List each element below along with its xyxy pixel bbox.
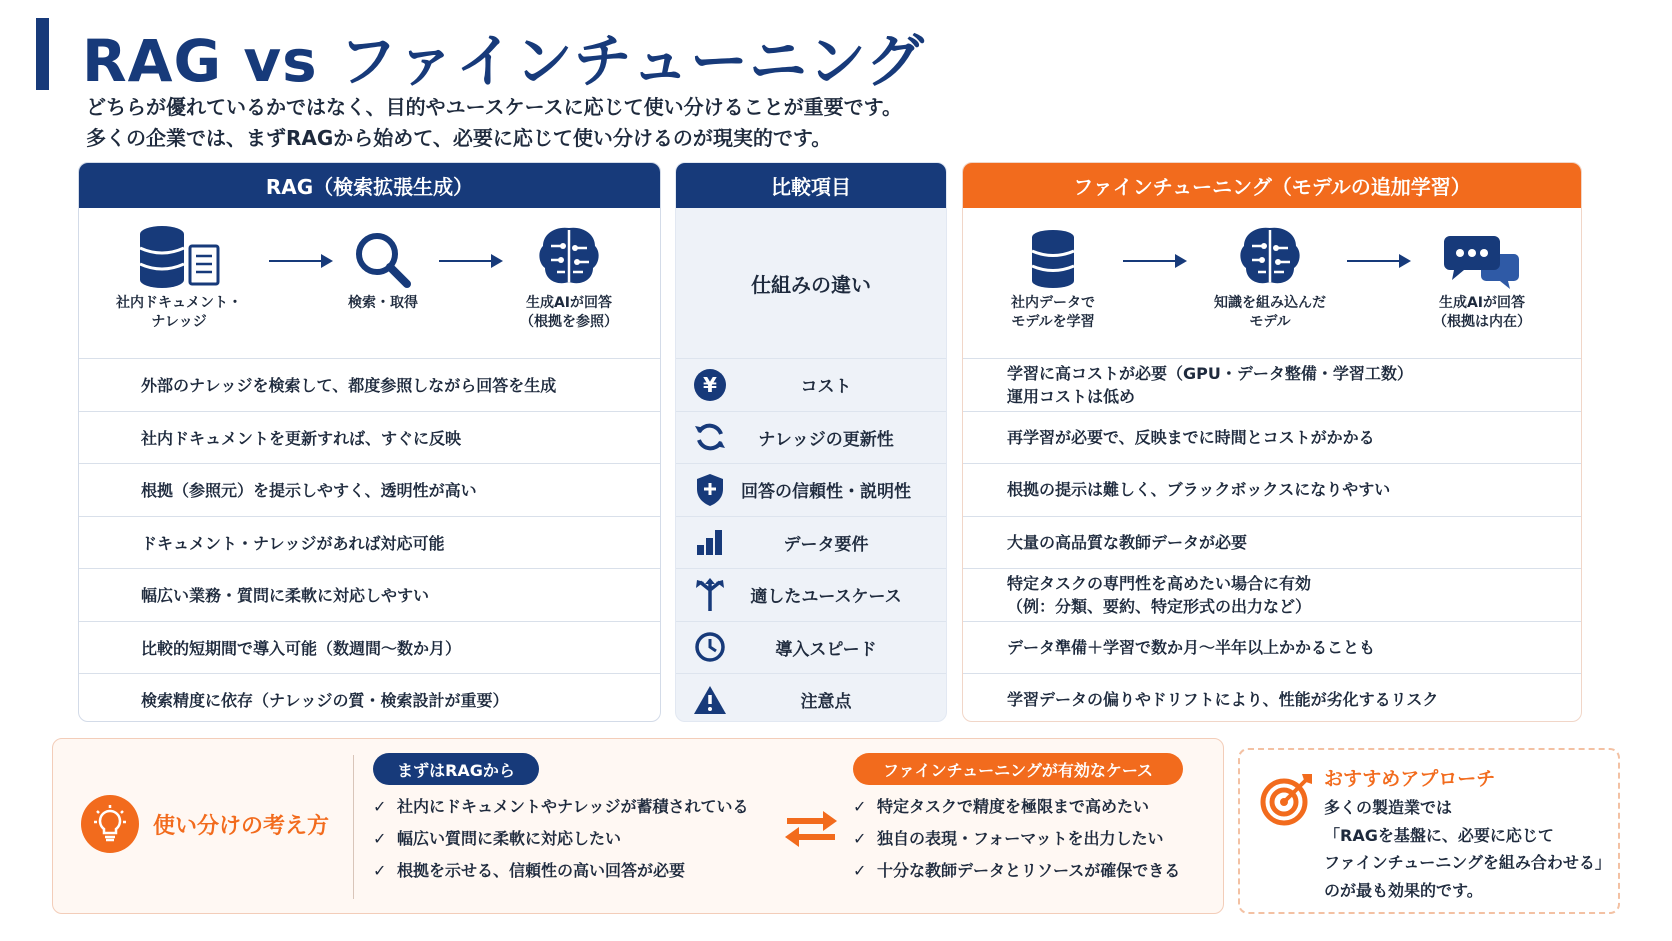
rag-flow-label-2: 検索・取得 — [348, 295, 418, 311]
comparison-item — [676, 516, 946, 569]
recommended-approach-title: おすすめアプローチ — [1324, 768, 1496, 790]
comparison-item — [676, 568, 946, 621]
table-row: 根拠の提示は難しく、ブラックボックスになりやすい — [963, 463, 1581, 516]
page-title: RAG vs ファインチューニング — [82, 27, 925, 95]
finetuning-flow-step-2 — [1185, 220, 1355, 332]
comparison-item — [676, 411, 946, 464]
table-row: 特定タスクの専門性を高めたい場合に有効 （例：分類、要約、特定形式の出力など） — [963, 568, 1581, 621]
mechanism-label: 仕組みの違い — [751, 272, 871, 297]
table-row: 学習データの偏りやドリフトにより、性能が劣化するリスク — [963, 673, 1581, 722]
finetuning-flow-step-3 — [1407, 220, 1557, 332]
table-row: ドキュメント・ナレッジがあれば対応可能 — [79, 516, 660, 569]
split-arrows-icon — [690, 575, 730, 615]
table-row: 学習に高コストが必要（GPU・データ整備・学習工数） 運用コストは低め — [963, 358, 1581, 411]
check-icon: ✓ — [373, 797, 387, 816]
list-item: ✓ 特定タスクで精度を極限まで高めたい — [853, 791, 1180, 823]
recommended-approach-text: 多くの製造業では 「RAGを基盤に、必要に応じて ファインチューニングを組み合わせる」 のが最も効果的です。 — [1324, 798, 1611, 900]
comparison-item — [676, 621, 946, 674]
title-accent-bar — [36, 18, 49, 90]
rag-flow-step-1 — [99, 220, 259, 332]
database-icon — [983, 220, 1123, 290]
check-icon: ✓ — [373, 861, 387, 880]
comparison-column — [675, 162, 947, 722]
finetuning-case-pill: ファインチューニングが有効なケース — [853, 753, 1183, 785]
subtitle-line-1: どちらが優れているかではなく、目的やユースケースに応じて使い分けることが重要です。 — [86, 95, 902, 119]
comparison-item-label: 導入スピード — [775, 639, 877, 660]
finetuning-flow — [963, 208, 1581, 358]
check-icon: ✓ — [853, 861, 867, 880]
list-item: ✓ 社内にドキュメントやナレッジが蓄積されている — [373, 791, 749, 823]
refresh-icon — [690, 417, 730, 457]
comparison-item-label: コスト — [800, 377, 852, 398]
comparison-item-label: 注意点 — [800, 692, 852, 713]
swap-arrows-icon — [783, 807, 839, 855]
table-row: データ準備＋学習で数か月〜半年以上かかることも — [963, 621, 1581, 674]
table-row: 再学習が必要で、反映までに時間とコストがかかる — [963, 411, 1581, 464]
check-icon: ✓ — [853, 829, 867, 848]
target-icon — [1260, 772, 1314, 830]
rag-first-pill: まずはRAGから — [373, 753, 539, 785]
finetuning-rows — [963, 358, 1581, 722]
list-item: ✓ 独自の表現・フォーマットを出力したい — [853, 823, 1180, 855]
comparison-item-label: ナレッジの更新性 — [758, 429, 894, 450]
comparison-item — [676, 463, 946, 516]
finetuning-column — [962, 162, 1582, 722]
finetuning-heading: ファインチューニング（モデルの追加学習） — [963, 163, 1581, 208]
table-row: 検索精度に依存（ナレッジの質・検索設計が重要） — [79, 673, 660, 722]
recommended-approach-box — [1238, 748, 1620, 914]
bar-chart-icon — [690, 522, 730, 562]
table-row: 大量の高品質な教師データが必要 — [963, 516, 1581, 569]
finetuning-flow-label-2: 知識を組み込んだ モデル — [1214, 295, 1326, 330]
rag-flow-label-1: 社内ドキュメント・ ナレッジ — [116, 295, 242, 330]
table-row: 外部のナレッジを検索して、都度参照しながら回答を生成 — [79, 358, 660, 411]
clock-icon — [690, 627, 730, 667]
divider — [353, 755, 354, 899]
rag-rows — [79, 358, 660, 722]
subtitle-line-2: 多くの企業では、まずRAGから始めて、必要に応じて使い分けるのが現実的です。 — [86, 126, 832, 150]
table-row: 比較的短期間で導入可能（数週間〜数か月） — [79, 621, 660, 674]
comparison-item — [676, 673, 946, 722]
table-row: 幅広い業務・質問に柔軟に対応しやすい — [79, 568, 660, 621]
list-item: ✓ 幅広い質問に柔軟に対応したい — [373, 823, 749, 855]
table-row: 根拠（参照元）を提示しやすく、透明性が高い — [79, 463, 660, 516]
rag-flow-step-3 — [489, 220, 649, 332]
rag-checklist — [373, 791, 749, 887]
comparison-item-label: 回答の信頼性・説明性 — [741, 482, 911, 503]
check-icon: ✓ — [853, 797, 867, 816]
comparison-item — [676, 358, 946, 411]
comparison-item-label: 適したユースケース — [750, 587, 902, 608]
yen-icon — [690, 365, 730, 405]
rag-flow-step-2 — [313, 220, 453, 313]
finetuning-checklist — [853, 791, 1180, 887]
comparison-item-label: データ要件 — [783, 534, 869, 555]
finetuning-flow-label-3: 生成AIが回答 （根拠は内在） — [1433, 295, 1531, 330]
page-subtitle — [86, 92, 902, 154]
rag-flow — [79, 208, 660, 358]
flow-arrow — [1123, 260, 1185, 262]
ai-brain-icon — [1185, 220, 1355, 290]
finetuning-flow-label-1: 社内データで モデルを学習 — [1011, 295, 1095, 330]
usage-guide-title: 使い分けの考え方 — [153, 814, 330, 839]
comparison-rows — [676, 358, 946, 722]
comparison-heading: 比較項目 — [676, 163, 946, 208]
shield-icon — [690, 470, 730, 510]
rag-column — [78, 162, 661, 722]
usage-guide-box — [52, 738, 1224, 914]
rag-heading: RAG（検索拡張生成） — [79, 163, 660, 208]
chat-bubbles-icon — [1407, 220, 1557, 290]
warning-icon — [690, 680, 730, 720]
lightbulb-icon — [81, 795, 139, 853]
list-item: ✓ 根拠を示せる、信頼性の高い回答が必要 — [373, 855, 749, 887]
rag-flow-label-3: 生成AIが回答 （根拠を参照） — [520, 295, 618, 330]
database-document-icon — [99, 220, 259, 290]
search-icon — [313, 220, 453, 290]
check-icon: ✓ — [373, 829, 387, 848]
flow-arrow — [1347, 260, 1409, 262]
finetuning-flow-step-1 — [983, 220, 1123, 332]
ai-brain-icon — [489, 220, 649, 290]
svg-text:¥: ¥ — [703, 372, 717, 397]
list-item: ✓ 十分な教師データとリソースが確保できる — [853, 855, 1180, 887]
table-row: 社内ドキュメントを更新すれば、すぐに反映 — [79, 411, 660, 464]
